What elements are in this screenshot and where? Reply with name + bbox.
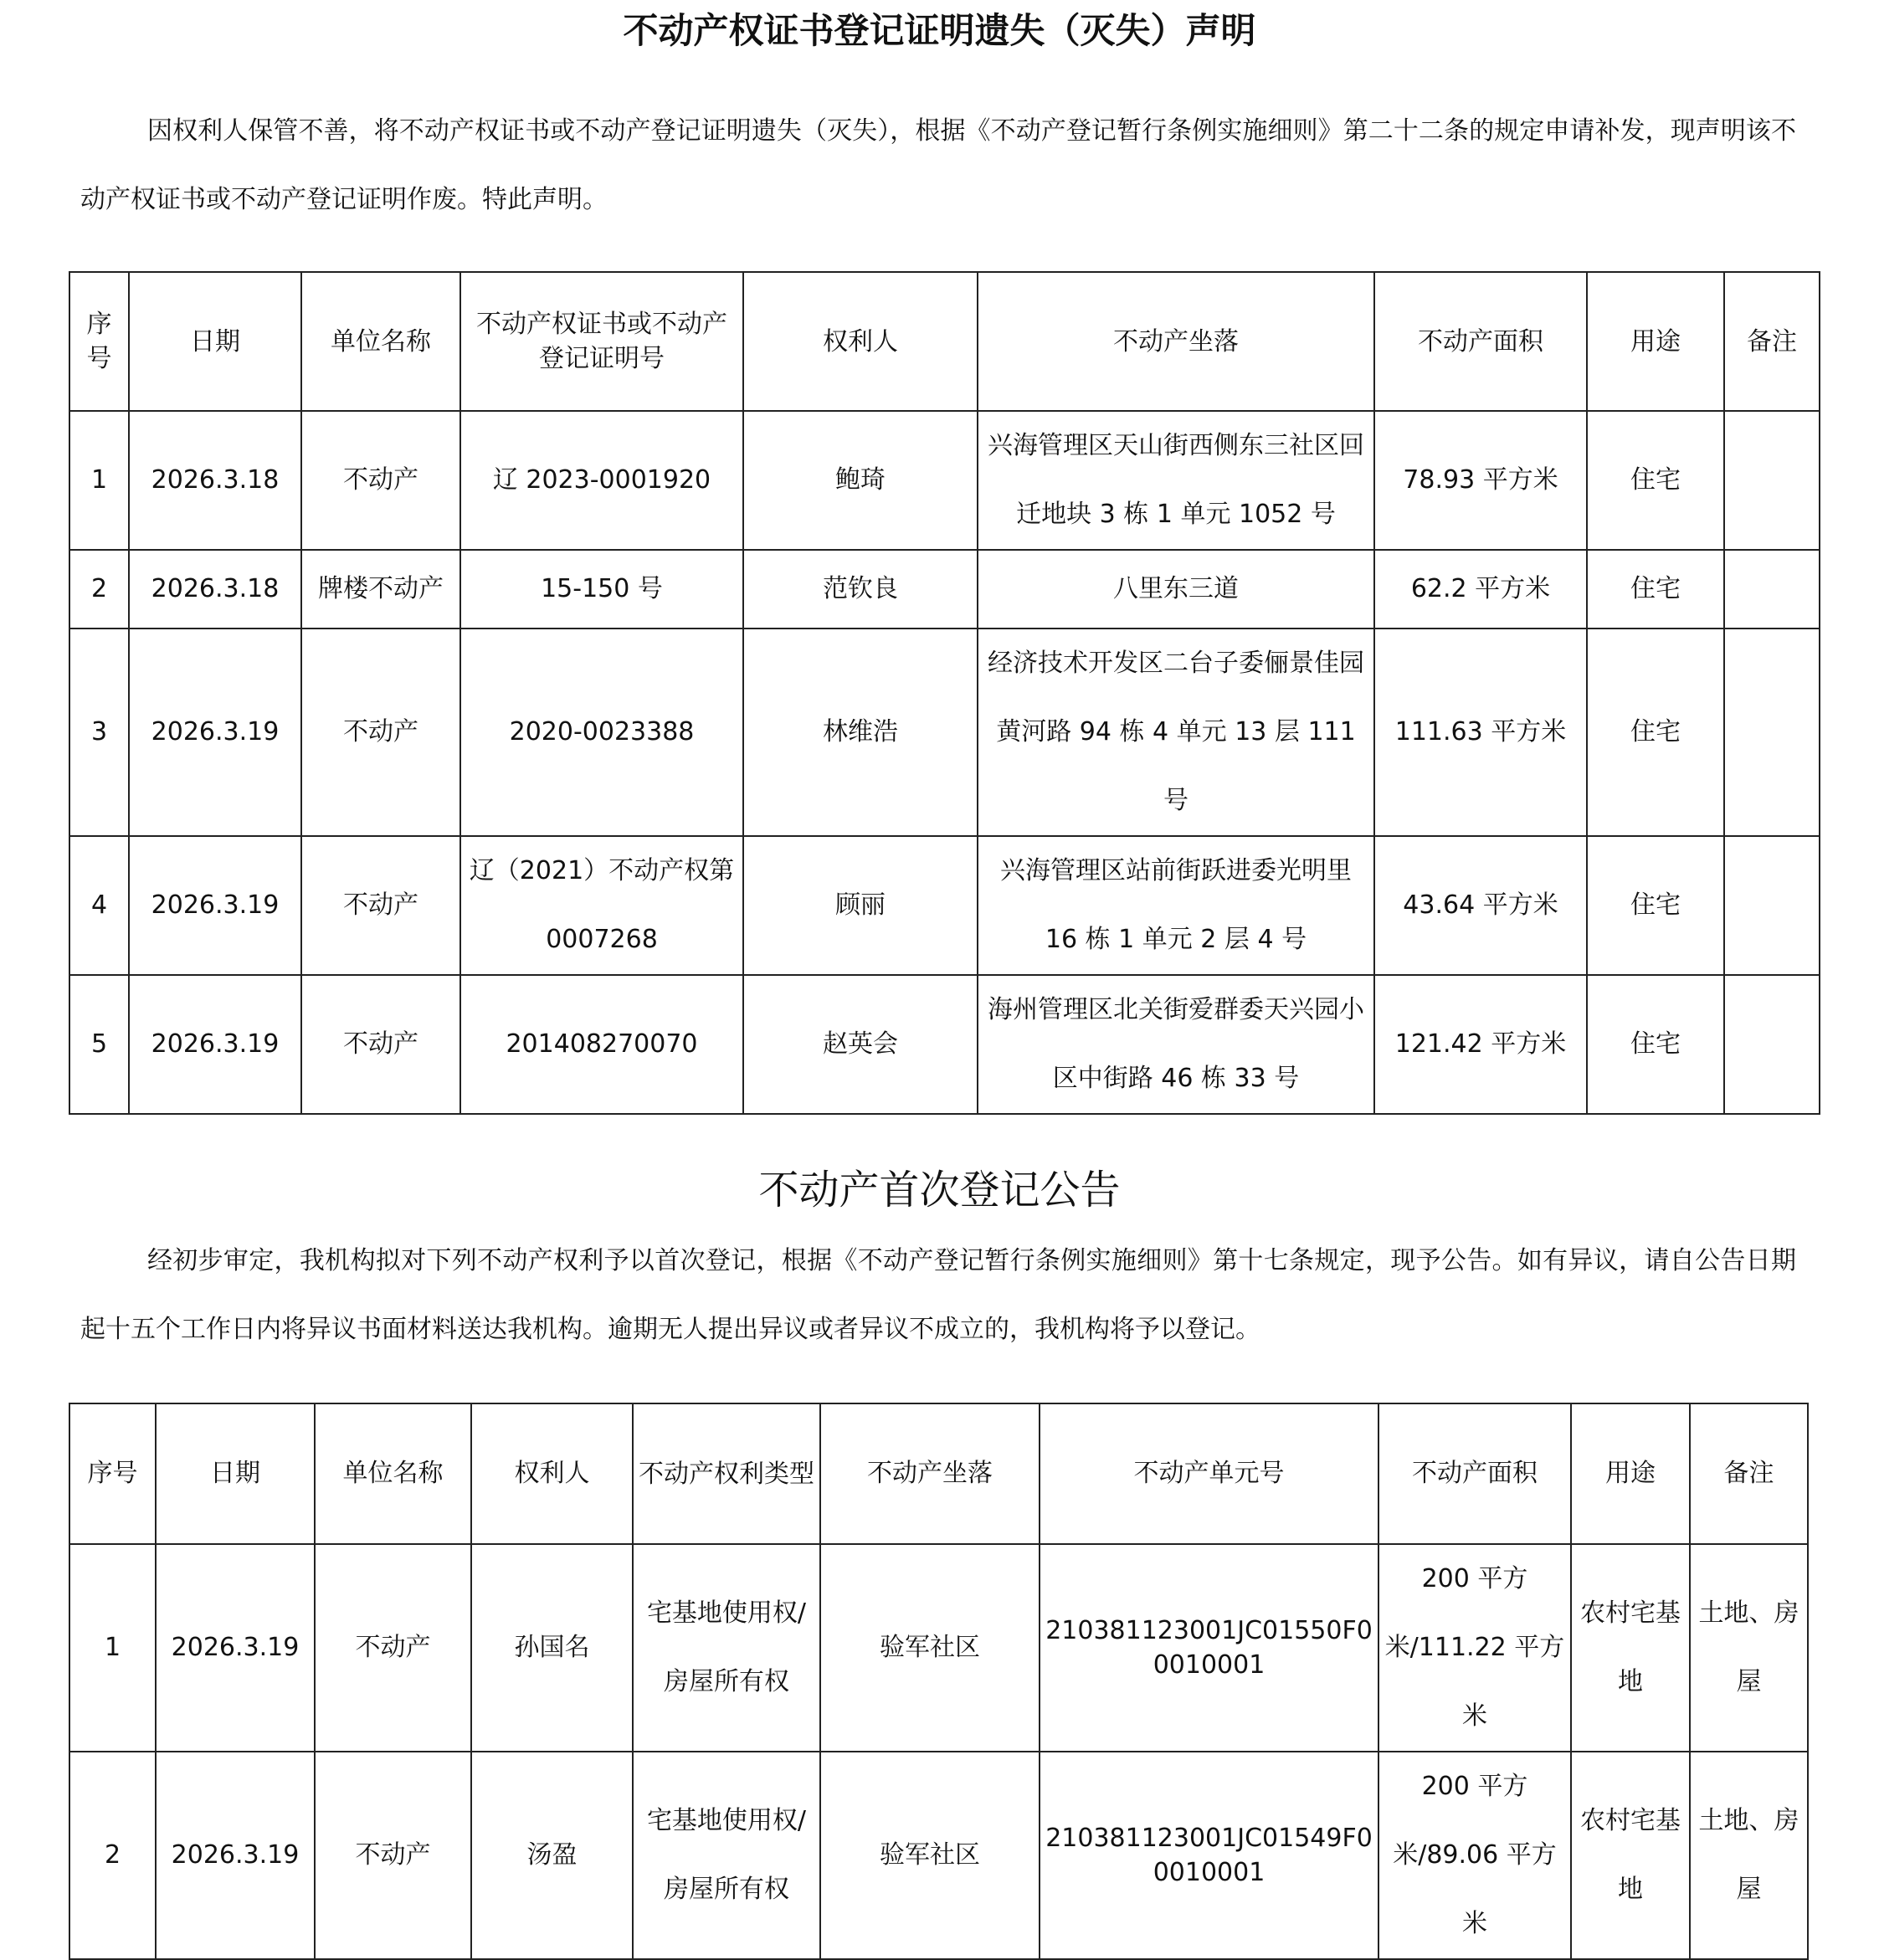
cell-use: 住宅 [1587, 836, 1724, 975]
header-cert: 不动产权证书或不动产登记证明号 [460, 272, 743, 411]
cell-use: 住宅 [1587, 629, 1724, 836]
cell-right-type: 宅基地使用权/房屋所有权 [633, 1544, 820, 1752]
cell-no: 2 [69, 1752, 156, 1959]
header-right-type: 不动产权利类型 [633, 1403, 820, 1544]
cell-location: 经济技术开发区二台子委俪景佳园黄河路 94 栋 4 单元 13 层 111 号 [978, 629, 1374, 836]
cell-note: 土地、房屋 [1690, 1544, 1808, 1752]
cell-unit: 不动产 [301, 836, 460, 975]
cell-unit: 不动产 [301, 629, 460, 836]
cell-no: 1 [69, 1544, 156, 1752]
cell-no: 2 [69, 550, 129, 629]
cell-right-type: 宅基地使用权/房屋所有权 [633, 1752, 820, 1959]
cell-owner: 汤盈 [471, 1752, 633, 1959]
cell-date: 2026.3.19 [129, 975, 301, 1114]
header-location: 不动产坐落 [820, 1403, 1040, 1544]
cell-use: 住宅 [1587, 550, 1724, 629]
header-unit: 单位名称 [315, 1403, 471, 1544]
table-header-row [69, 272, 1820, 411]
cell-location: 验军社区 [820, 1752, 1040, 1959]
cell-no: 1 [69, 411, 129, 550]
header-owner: 权利人 [471, 1403, 633, 1544]
cell-owner: 赵英会 [743, 975, 978, 1114]
header-use: 用途 [1571, 1403, 1690, 1544]
cell-note [1724, 550, 1820, 629]
cell-note [1724, 836, 1820, 975]
cell-use: 住宅 [1587, 975, 1724, 1114]
cell-unit-no: 210381123001JC01549F00010001 [1040, 1752, 1378, 1959]
header-owner: 权利人 [743, 272, 978, 411]
cell-location: 海州管理区北关街爱群委天兴园小区中街路 46 栋 33 号 [978, 975, 1374, 1114]
cell-location: 验军社区 [820, 1544, 1040, 1752]
cell-note [1724, 629, 1820, 836]
cell-use: 住宅 [1587, 411, 1724, 550]
cell-cert: 2020-0023388 [460, 629, 743, 836]
cell-date: 2026.3.19 [129, 836, 301, 975]
header-note: 备注 [1690, 1403, 1808, 1544]
header-use: 用途 [1587, 272, 1724, 411]
header-date: 日期 [129, 272, 301, 411]
first-registration-title: 不动产首次登记公告 [758, 1167, 1121, 1213]
cell-owner: 孙国名 [471, 1544, 633, 1752]
header-no: 序号 [69, 1403, 156, 1544]
table-header-row [69, 1403, 1808, 1544]
header-date: 日期 [156, 1403, 315, 1544]
cell-area: 200 平方米/89.06 平方米 [1378, 1752, 1571, 1959]
table-row [69, 629, 1820, 836]
cell-owner: 顾丽 [743, 836, 978, 975]
cell-location: 兴海管理区站前街跃进委光明里 16 栋 1 单元 2 层 4 号 [978, 836, 1374, 975]
loss-declaration-table [69, 271, 1820, 1115]
cell-date: 2026.3.18 [129, 550, 301, 629]
header-area: 不动产面积 [1378, 1403, 1571, 1544]
cell-area: 62.2 平方米 [1374, 550, 1587, 629]
cell-unit-no: 21038112300‌1JC01550F00010001 [1040, 1544, 1378, 1752]
cell-use: 农村宅基地 [1571, 1544, 1690, 1752]
table-row [69, 836, 1820, 975]
table-row [69, 1752, 1808, 1959]
header-note: 备注 [1724, 272, 1820, 411]
cell-cert: 15-150 号 [460, 550, 743, 629]
cell-no: 5 [69, 975, 129, 1114]
cell-note [1724, 975, 1820, 1114]
header-area: 不动产面积 [1374, 272, 1587, 411]
cell-unit: 不动产 [315, 1544, 471, 1752]
cell-location: 兴海管理区天山街西侧东三社区回迁地块 3 栋 1 单元 1052 号 [978, 411, 1374, 550]
table-row [69, 1544, 1808, 1752]
cell-area: 78.93 平方米 [1374, 411, 1587, 550]
cell-no: 4 [69, 836, 129, 975]
cell-area: 111.63 平方米 [1374, 629, 1587, 836]
cell-area: 43.64 平方米 [1374, 836, 1587, 975]
cell-location: 八里东三道 [978, 550, 1374, 629]
loss-declaration-title: 不动产权证书登记证明遗失（灭失）声明 [623, 10, 1256, 51]
cell-owner: 范钦良 [743, 550, 978, 629]
cell-note [1724, 411, 1820, 550]
cell-date: 2026.3.19 [129, 629, 301, 836]
table-row [69, 975, 1820, 1114]
header-unit-no: 不动产单元号 [1040, 1403, 1378, 1544]
cell-area: 200 平方米/111.22 平方米 [1378, 1544, 1571, 1752]
cell-unit: 不动产 [301, 411, 460, 550]
cell-use: 农村宅基地 [1571, 1752, 1690, 1959]
cell-area: 121.42 平方米 [1374, 975, 1587, 1114]
cell-date: 2026.3.19 [156, 1544, 315, 1752]
cell-unit: 不动产 [301, 975, 460, 1114]
cell-cert: 辽（2021）不动产权第 0007268 [460, 836, 743, 975]
cell-unit: 不动产 [315, 1752, 471, 1959]
cell-owner: 林维浩 [743, 629, 978, 836]
first-registration-table [69, 1403, 1809, 1960]
first-registration-paragraph: 经初步审定，我机构拟对下列不动产权利予以首次登记，根据《不动产登记暂行条例实施细则》第十七条规定，现予公告。如有异议，请自公告日期起十五个工作日内将异议书面材料送达我机构。逾期无人提出异议或者异议不成立的，我机构将予以登记。 [80, 1246, 1796, 1344]
cell-owner: 鲍琦 [743, 411, 978, 550]
cell-date: 2026.3.18 [129, 411, 301, 550]
header-location: 不动产坐落 [978, 272, 1374, 411]
cell-cert: 辽 2023-0001920 [460, 411, 743, 550]
cell-no: 3 [69, 629, 129, 836]
cell-note: 土地、房屋 [1690, 1752, 1808, 1959]
table-row [69, 550, 1820, 629]
table-row [69, 411, 1820, 550]
cell-date: 2026.3.19 [156, 1752, 315, 1959]
cell-unit: 牌楼不动产 [301, 550, 460, 629]
header-unit: 单位名称 [301, 272, 460, 411]
header-no: 序号 [69, 272, 129, 411]
loss-declaration-paragraph: 因权利人保管不善，将不动产权证书或不动产登记证明遗失（灭失），根据《不动产登记暂行条例实施细则》第二十二条的规定申请补发，现声明该不动产权证书或不动产登记证明作废。特此声明。 [80, 116, 1796, 214]
cell-cert: 201408270070 [460, 975, 743, 1114]
